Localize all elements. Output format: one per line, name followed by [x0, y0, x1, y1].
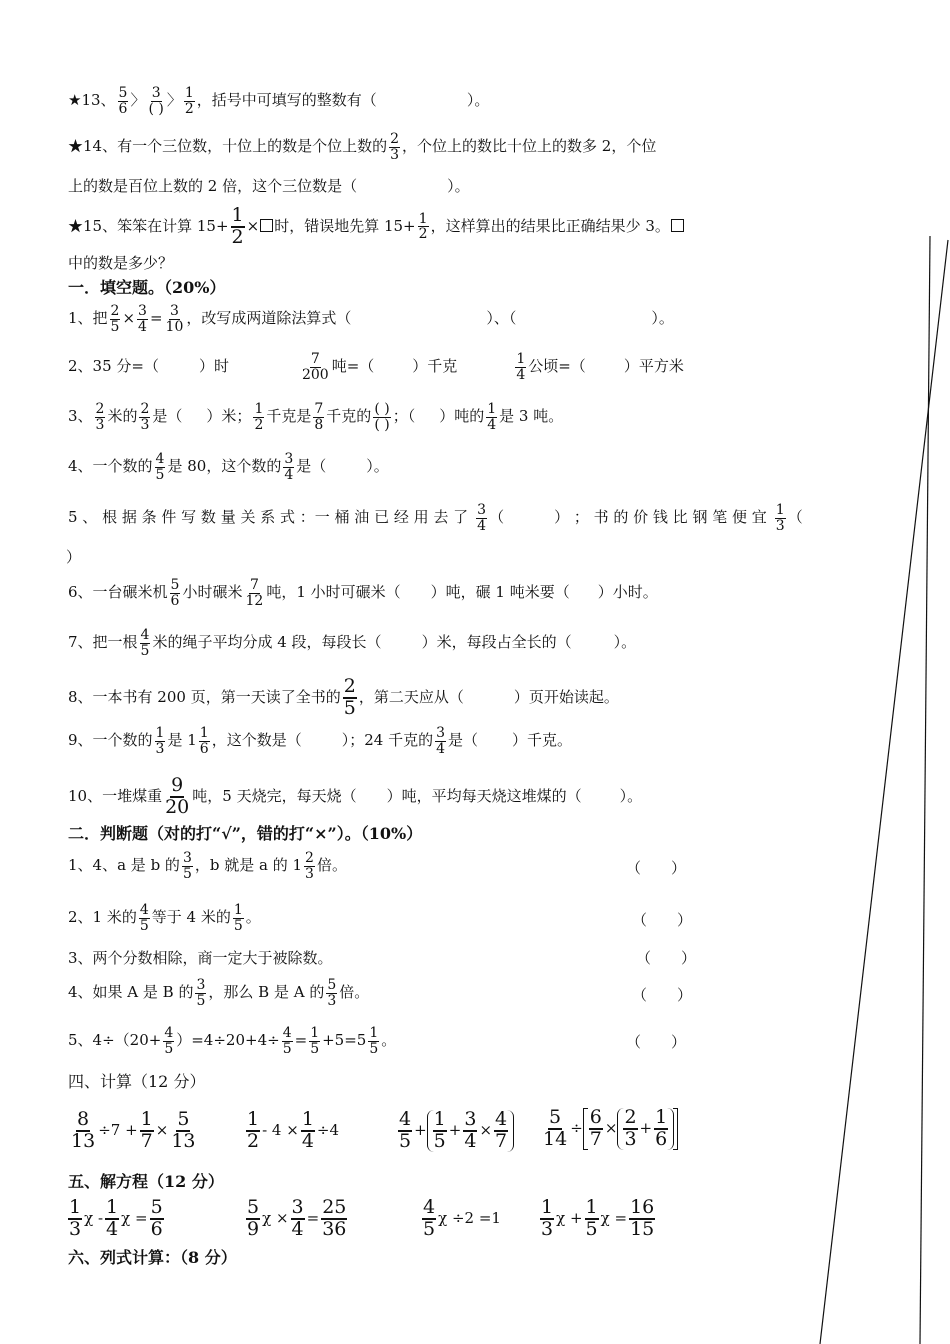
section-2-title: 二．判断题（对的打“√”，错的打“×”）。（10%）	[68, 824, 423, 843]
sec1-q6: 6、一台碾米机 $\frac{5}{6}$ 小时碾米 $\frac{7}{12}$ 吨，1 小时可碾米（ ）吨，碾 1 吨米要（ ）小时。	[68, 577, 658, 609]
fraction: $\frac{4}{5}$	[399, 1108, 412, 1152]
section-6-title: 六、列式计算：（8 分）	[68, 1248, 237, 1267]
fraction: $\frac{1}{5}$	[433, 1108, 446, 1152]
fraction: $\frac{2}{3}$	[390, 131, 400, 163]
fraction: $\frac{2}{3}$	[305, 850, 314, 882]
sec1-q1: 1、把 $\frac{2}{5}$ × $\frac{3}{4}$ = $\frac{3}{10}$ ，改写成两道除法算式（ ）、（ ）。	[68, 303, 674, 335]
fraction: $\frac{2}{3}$	[95, 401, 105, 433]
fraction: $\frac{1}{2}$	[418, 210, 428, 243]
sec1-q4: 4、一个数的 $\frac{4}{5}$ 是 80，这个数的 $\frac{3}{4}$ 是（ ）。	[68, 451, 389, 483]
sec1-q3: 3、 $\frac{2}{3}$ 米的 $\frac{2}{3}$ 是（ ）米； $\frac{1}{2}$ 千克是 $\frac{7}{8}$ 千克的 ( ) ( ) ；（ ）吨的 $\frac{1}{4}$ 是 3 吨。	[68, 401, 564, 433]
sec1-q9: 9、一个数的 $\frac{1}{3}$ 是 1 $\frac{1}{6}$ ，这个数是（ ）；24 千克的 $\frac{3}{4}$ 是（ ）千克。	[68, 725, 573, 757]
fraction: $\frac{1}{4}$	[106, 1196, 119, 1240]
fraction: $\frac{7}{12}$	[245, 577, 264, 609]
fraction: $\frac{4}{5}$	[423, 1196, 436, 1240]
box-placeholder-icon	[260, 219, 273, 232]
problem-15-line2: 中的数是多少？	[68, 254, 174, 272]
fraction: $\frac{3}{5}$	[196, 977, 206, 1009]
sec2-q5: 5、4÷（20+ $\frac{4}{5}$ ）=4÷20+4÷ $\frac{4}{5}$ = $\frac{1}{5}$ +5=5 $\frac{1}{5}$ 。	[68, 1025, 397, 1057]
scan-line-diagonal	[820, 240, 948, 1344]
fraction: $\frac{1}{2}$	[254, 401, 264, 433]
calc-expr-2: $\frac{1}{2}$ - 4 × $\frac{1}{4}$ ÷4	[247, 1108, 340, 1152]
fraction: $\frac{1}{3}$	[69, 1196, 82, 1240]
problem-15: ★15、笨笨在计算 15+ $\frac{1}{2}$ × 时，错误地先算 15+ $\frac{1}{2}$ ，这样算出的结果比正确结果少 3。	[68, 206, 685, 248]
fraction: $\frac{1}{2}$	[184, 85, 194, 117]
sec2-q2: 2、1 米的 $\frac{4}{5}$ 等于 4 米的 $\frac{1}{5}$ 。	[68, 902, 261, 934]
calc-expr-3: $\frac{4}{5}$ + $\frac{1}{5}$ + $\frac{3}{4}$ × $\frac{4}{7}$	[396, 1110, 514, 1152]
section-4-title: 四、计算（12 分）	[68, 1072, 206, 1091]
fraction: $\frac{2}{5}$	[110, 303, 120, 335]
fraction: $\frac{6}{7}$	[589, 1106, 602, 1150]
fraction-large: $\frac{1}{2}$	[231, 204, 244, 248]
fraction: $\frac{3}{4}$	[138, 303, 147, 335]
fraction: $\frac{1}{3}$	[155, 725, 165, 757]
sec1-q2: 2、35 分=（ ）时 $\frac{7}{200}$ 吨=（ ）千克 $\frac{1}{4}$ 公顷=（ ）平方米	[68, 351, 684, 383]
sec2-q2-paren: （ ）	[632, 911, 693, 929]
fraction: $\frac{4}{7}$	[495, 1108, 508, 1152]
calc-expr-1: $\frac{8}{13}$ ÷7 + $\frac{1}{7}$ × $\frac{5}{13}$	[71, 1108, 196, 1152]
parentheses: $\frac{2}{3}$ + $\frac{1}{6}$	[617, 1108, 674, 1150]
equation-2: $\frac{5}{9}$ χ × $\frac{3}{4}$ = $\frac{25}{36}$	[247, 1196, 347, 1240]
equation-1: $\frac{1}{3}$ χ - $\frac{1}{4}$ χ = $\frac{5}{6}$	[69, 1196, 163, 1240]
fraction: $\frac{3}{4}$	[284, 451, 294, 483]
fraction: $\frac{5}{3}$	[327, 977, 337, 1009]
fraction: $\frac{2}{5}$	[343, 675, 356, 719]
scan-line-vertical	[920, 236, 930, 1344]
fraction: $\frac{5}{14}$	[543, 1106, 568, 1150]
sec2-q3: 3、两个分数相除，商一定大于被除数。	[68, 949, 333, 967]
fraction: $\frac{25}{36}$	[322, 1196, 347, 1240]
sec2-q3-paren: （ ）	[636, 949, 697, 967]
fraction: $\frac{5}{6}$	[170, 577, 180, 609]
fraction: $\frac{1}{6}$	[655, 1106, 668, 1150]
equation-3: $\frac{4}{5}$ χ ÷2 =1	[423, 1196, 501, 1240]
fraction: $\frac{4}{5}$	[140, 627, 150, 659]
sec1-q8: 8、一本书有 200 页，第一天读了全书的 $\frac{2}{5}$ ，第二天应从（ ）页开始读起。	[68, 675, 619, 719]
sec1-q5-line2: ）	[66, 548, 82, 566]
box-placeholder-icon	[671, 219, 684, 232]
fraction: $\frac{3}{5}$	[182, 850, 192, 882]
fraction: $\frac{5}{6}$	[150, 1196, 163, 1240]
fraction: $\frac{4}{5}$	[282, 1025, 292, 1057]
fraction: $\frac{1}{3}$	[775, 502, 785, 534]
problem-13: ★13、 $\frac{5}{6}$ 〉 3 ( ) 〉 $\frac{1}{2}$ ，括号中可填写的整数有（ ）。	[68, 85, 490, 117]
fraction: $\frac{3}{10}$	[165, 303, 184, 335]
sec1-q10: 10、一堆煤重 $\frac{9}{20}$ 吨，5 天烧完，每天烧（ ）吨，平均每天烧这堆煤的（ ）。	[68, 774, 643, 818]
fraction: $\frac{3}{4}$	[464, 1108, 477, 1152]
fraction: $\frac{5}{13}$	[171, 1108, 196, 1152]
sec2-q5-paren: （ ）	[626, 1033, 687, 1051]
fraction: $\frac{2}{3}$	[624, 1106, 637, 1150]
calc-expr-4: $\frac{5}{14}$ ÷ $\frac{6}{7}$ × $\frac{2}{3}$ + $\frac{1}{6}$	[540, 1108, 678, 1150]
fraction: $\frac{7}{8}$	[314, 401, 324, 433]
fraction: $\frac{1}{5}$	[310, 1025, 320, 1057]
section-5-title: 五、解方程（12 分）	[68, 1172, 224, 1191]
fraction: $\frac{1}{7}$	[140, 1108, 153, 1152]
fraction: $\frac{4}{5}$	[155, 451, 165, 483]
fraction: $\frac{3}{4}$	[477, 502, 487, 534]
fraction: $\frac{1}{3}$	[541, 1196, 554, 1240]
fraction: $\frac{5}{6}$	[118, 85, 128, 117]
sec1-q7: 7、把一根 $\frac{4}{5}$ 米的绳子平均分成 4 段，每段长（ ）米，每段占全长的（ ）。	[68, 627, 637, 659]
fraction: 3 ( )	[148, 85, 164, 117]
parentheses: $\frac{1}{5}$ + $\frac{3}{4}$ × $\frac{4}{7}$	[427, 1110, 514, 1152]
fraction: $\frac{2}{3}$	[140, 401, 150, 433]
fraction: $\frac{1}{4}$	[487, 401, 497, 433]
fraction: $\frac{1}{5}$	[233, 902, 243, 934]
sec2-q4: 4、如果 A 是 B 的 $\frac{3}{5}$ ，那么 B 是 A 的 $\frac{5}{3}$ 倍。	[68, 977, 370, 1009]
sec1-q5: 5 、 根 据 条 件 写 数 量 关 系 式 ：一 桶 油 已 经 用 去 了 $\frac{3}{4}$ （ ） ； 书 的 价 钱 比 钢 笔 便 宜 $\frac{1}{3}$ （	[68, 502, 803, 534]
section-1-title: 一．填空题。（20%）	[68, 278, 226, 297]
fraction: $\frac{1}{5}$	[369, 1025, 379, 1057]
fraction: $\frac{1}{6}$	[199, 725, 209, 757]
problem-14: ★14、有一个三位数，十位上的数是个位上数的 $\frac{2}{3}$ ，个位上的数比十位上的数多 2，个位	[68, 131, 657, 163]
fraction: ( ) ( )	[374, 401, 390, 433]
fraction: $\frac{1}{4}$	[301, 1108, 314, 1152]
fraction: $\frac{1}{4}$	[516, 351, 526, 383]
square-brackets: $\frac{6}{7}$ × $\frac{2}{3}$ + $\frac{1}{6}$	[583, 1108, 678, 1150]
fraction: $\frac{4}{5}$	[139, 902, 149, 934]
fraction: $\frac{1}{2}$	[247, 1108, 260, 1152]
fraction: $\frac{5}{9}$	[247, 1196, 260, 1240]
sec2-q1: 1、4、a 是 b 的 $\frac{3}{5}$ ，b 就是 a 的 1 $\frac{2}{3}$ 倍。	[68, 850, 347, 882]
sec2-q1-paren: （ ）	[626, 859, 687, 877]
problem-14-line2: 上的数是百位上数的 2 倍，这个三位数是（ ）。	[68, 177, 470, 195]
fraction: $\frac{1}{5}$	[585, 1196, 598, 1240]
sec2-q4-paren: （ ）	[632, 986, 693, 1004]
fraction: $\frac{4}{5}$	[164, 1025, 174, 1057]
fraction: $\frac{7}{200}$	[301, 351, 329, 383]
fraction: $\frac{8}{13}$	[71, 1108, 96, 1152]
fraction: $\frac{16}{15}$	[630, 1196, 655, 1240]
fraction: $\frac{3}{4}$	[436, 725, 445, 757]
equation-4: $\frac{1}{3}$ χ + $\frac{1}{5}$ χ = $\frac{16}{15}$	[541, 1196, 655, 1240]
fraction: $\frac{9}{20}$	[165, 774, 190, 818]
fraction: $\frac{3}{4}$	[291, 1196, 304, 1240]
